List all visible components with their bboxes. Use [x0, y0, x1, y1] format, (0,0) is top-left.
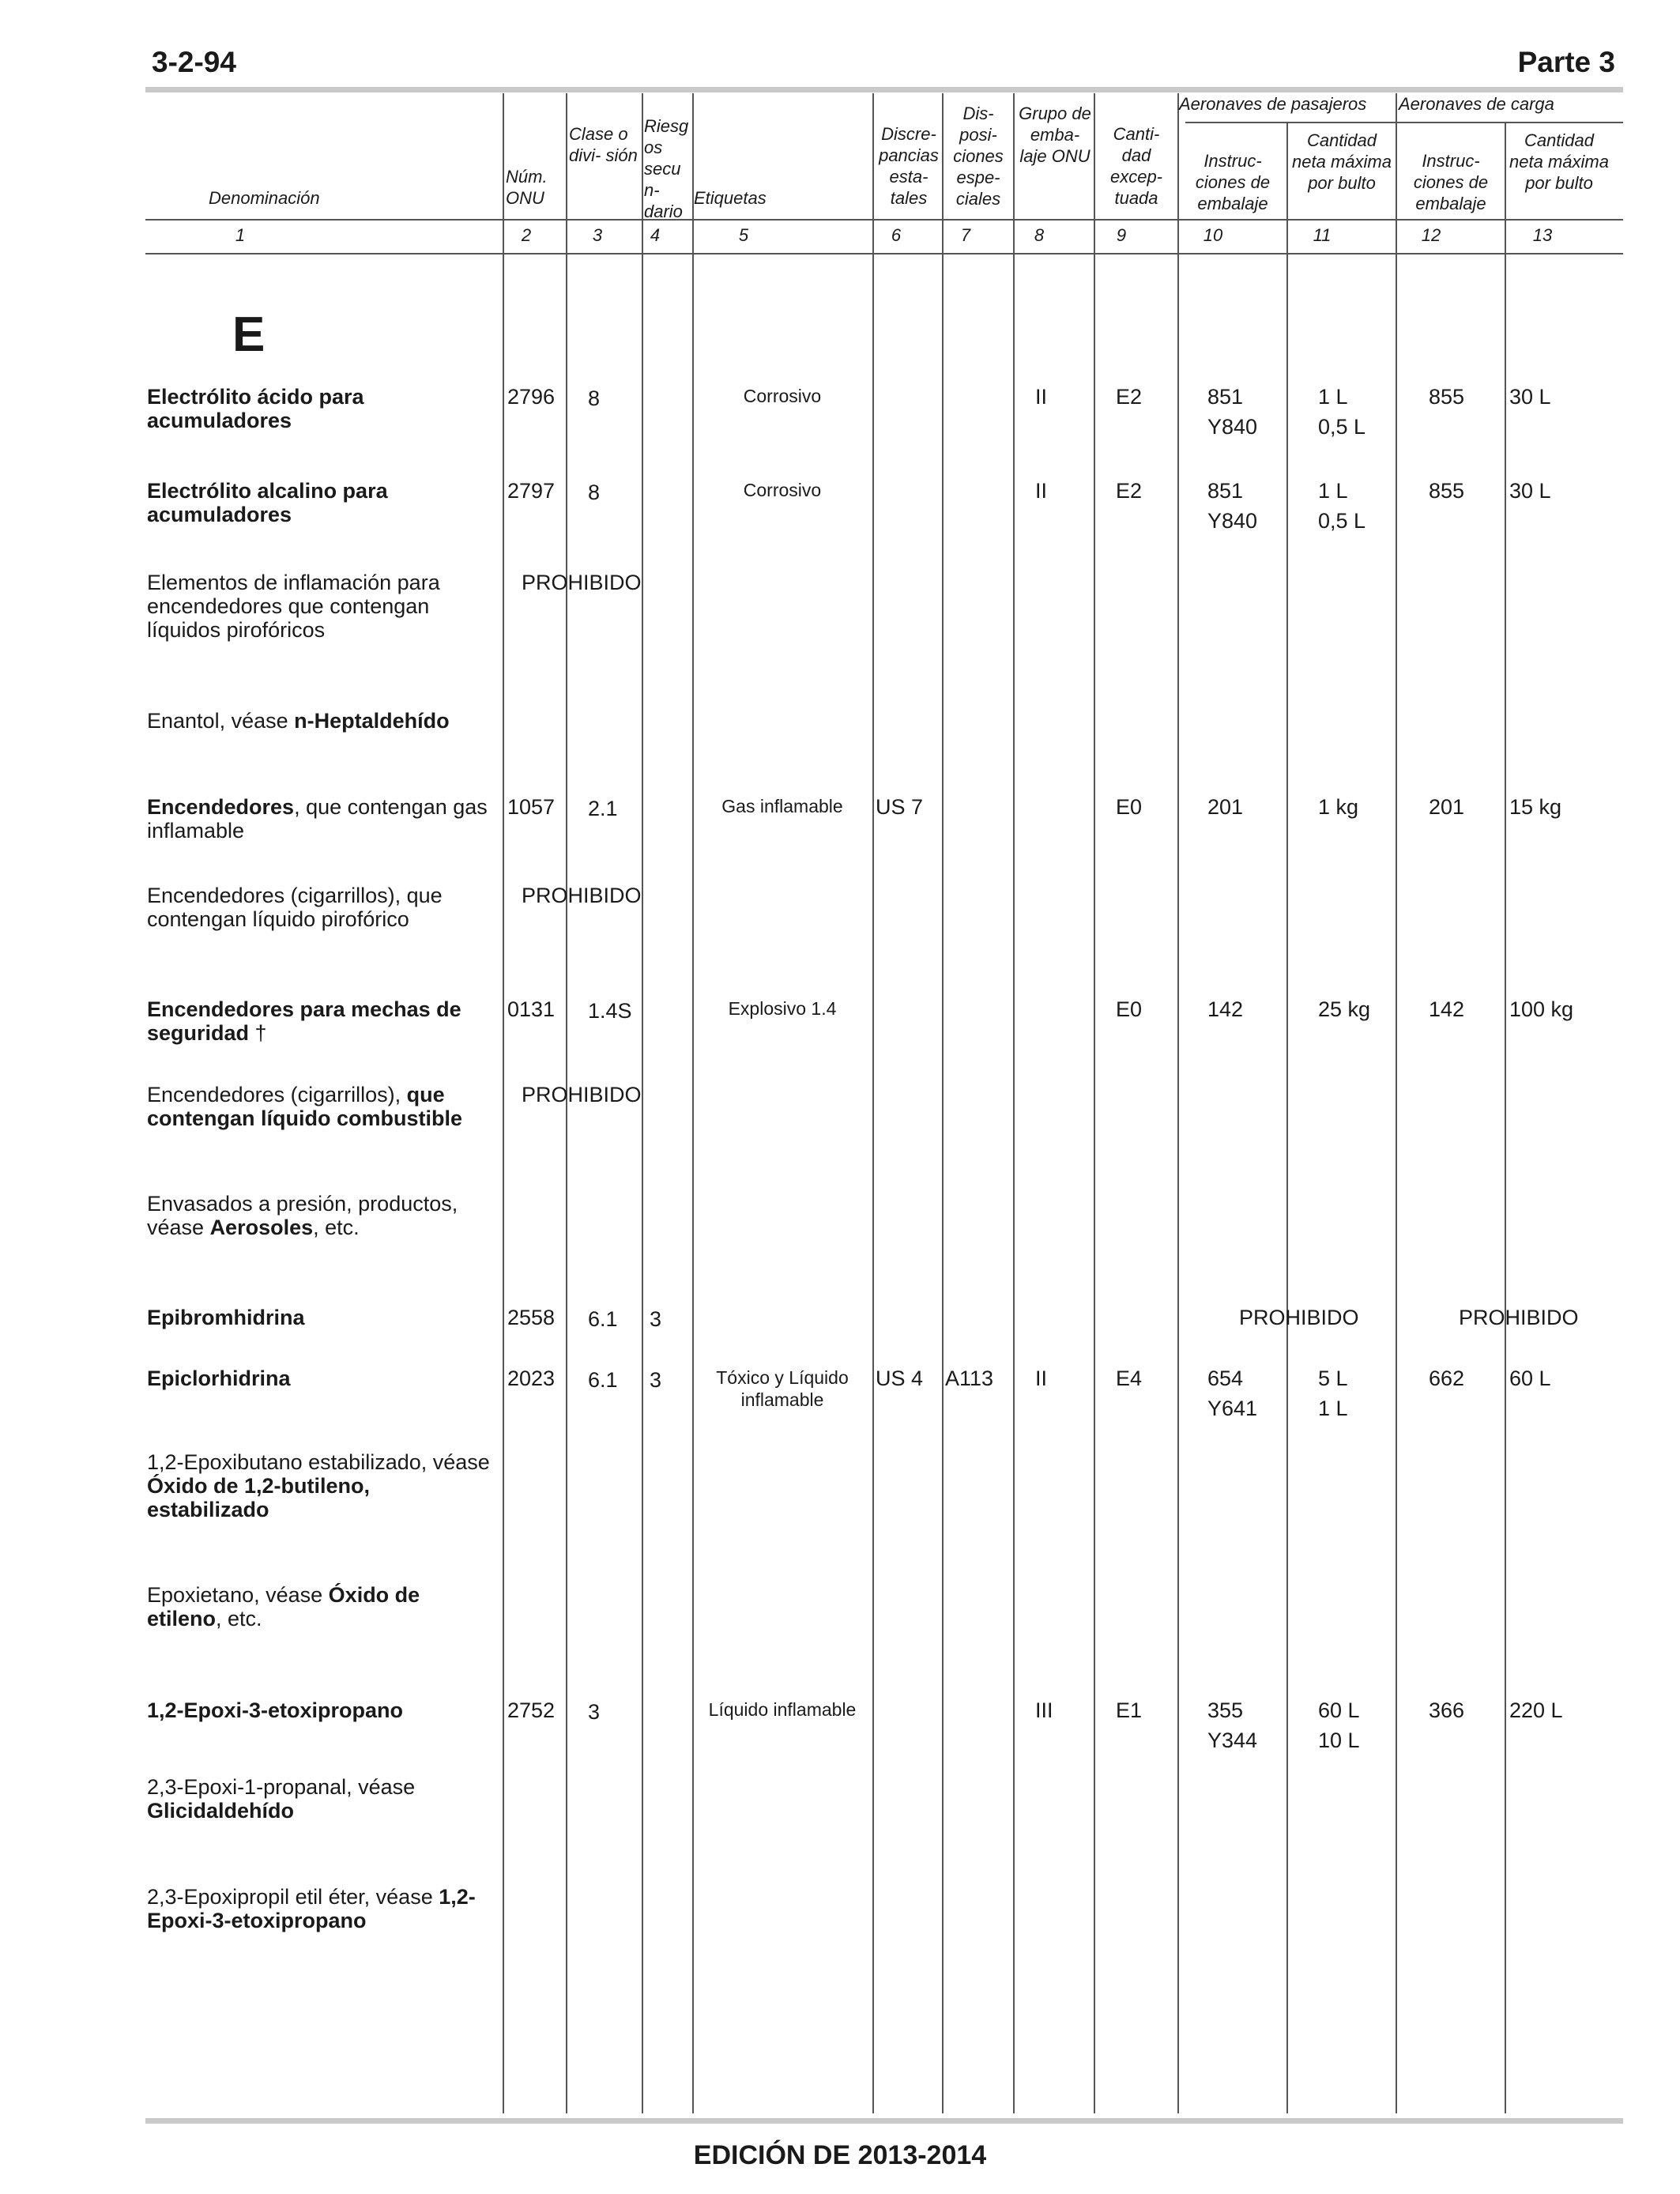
packing-instruction-cargo: 366	[1429, 1698, 1465, 1722]
packing-instruction-cargo: 201	[1429, 795, 1465, 819]
column-number: 12	[1421, 225, 1441, 245]
header-discrepancias: Discre- pancias esta- tales	[879, 124, 939, 208]
header-pasajeros: Aeronaves de pasajeros	[1179, 94, 1367, 114]
entry-name: Encendedores (cigarrillos), que contengan líquido pirofórico	[147, 884, 443, 931]
packing-instruction-passenger-limited: Y344	[1207, 1728, 1258, 1752]
entry-name: Elementos de inflamación para encendedores que contengan líquidos pirofóricos	[147, 571, 440, 642]
col-divider	[1013, 93, 1015, 2113]
un-number: 2023	[507, 1367, 556, 1390]
hazard-label: Corrosivo	[743, 480, 822, 500]
entry-name: Encendedores, que contengan gas inflamable	[147, 795, 488, 843]
prohibido-cargo: PROHIBIDO	[1459, 1306, 1579, 1329]
column-number: 8	[1034, 225, 1045, 245]
max-quantity-passenger: 1 kg	[1318, 795, 1359, 819]
edition-footer: EDICIÓN DE 2013-2014	[693, 2140, 987, 2170]
header-riesgos: Riesg os secu n- dario	[644, 116, 689, 221]
column-number: 11	[1313, 225, 1332, 245]
excepted-quantity: E0	[1116, 997, 1143, 1021]
packing-instruction-cargo: 142	[1429, 997, 1465, 1021]
max-quantity-passenger: 1 L	[1318, 385, 1348, 409]
column-number: 3	[592, 225, 603, 245]
entry-name: Electrólito ácido para acumuladores	[147, 385, 364, 432]
header-rule	[145, 219, 1623, 221]
entry-name: Epoxietano, véase Óxido de etileno, etc.	[147, 1583, 420, 1630]
packing-instruction-passenger-limited: Y840	[1207, 415, 1258, 439]
max-quantity-passenger-limited: 0,5 L	[1318, 509, 1366, 533]
entry-name: Encendedores (cigarrillos), que contengan líquido combustible	[147, 1083, 463, 1130]
packing-instruction-cargo: 855	[1429, 479, 1465, 503]
entry-name: 2,3-Epoxi-1-propanal, véase Glicidaldehído	[147, 1775, 416, 1823]
prohibido-passenger: PROHIBIDO	[1239, 1306, 1359, 1329]
header-clase: Clase o divi- sión	[569, 124, 638, 165]
header-cantidad-pasajeros: Cantidad neta máxima por bulto	[1292, 130, 1392, 193]
header-etiquetas: Etiquetas	[694, 188, 767, 208]
entry-name: Encendedores para mechas de seguridad †	[147, 997, 461, 1045]
entry-name: 1,2-Epoxi-3-etoxipropano	[147, 1698, 404, 1722]
entry-name: Enantol, véase n-Heptaldehído	[147, 709, 450, 733]
prohibido-text: PROHIBIDO	[522, 571, 642, 594]
max-quantity-passenger: 60 L	[1318, 1698, 1360, 1722]
column-number: 4	[650, 225, 661, 245]
excepted-quantity: E1	[1116, 1698, 1143, 1722]
column-number: 5	[738, 225, 749, 245]
entry-name: Epiclorhidrina	[147, 1367, 291, 1390]
un-number: 1057	[507, 795, 556, 819]
class-division: 3	[588, 1700, 601, 1724]
column-number: 1	[235, 225, 246, 245]
entry-name: 1,2-Epoxibutano estabilizado, véase Óxido de 1,2-butileno, estabilizado	[147, 1450, 490, 1521]
entry-name: 2,3-Epoxipropil etil éter, véase 1,2-Epoxi-3-etoxipropano	[147, 1885, 476, 1932]
max-quantity-cargo: 30 L	[1509, 479, 1551, 503]
col-divider	[1286, 122, 1288, 2113]
header-instrucciones-carga: Instruc- ciones de embalaje	[1413, 151, 1489, 213]
packing-instruction-passenger-limited: Y641	[1207, 1397, 1258, 1420]
class-division: 2.1	[588, 797, 618, 820]
column-number: 6	[891, 225, 902, 245]
top-rule	[145, 87, 1623, 92]
packing-group: II	[1035, 385, 1048, 409]
colnum-rule	[145, 253, 1623, 254]
aircraft-group-rule	[1185, 122, 1623, 123]
column-number: 7	[960, 225, 971, 245]
col-divider	[1396, 93, 1397, 2113]
max-quantity-cargo: 15 kg	[1509, 795, 1562, 819]
state-variation: US 4	[876, 1367, 924, 1390]
entry-name: Envasados a presión, productos, véase Aerosoles, etc.	[147, 1192, 458, 1239]
hazard-label: Líquido inflamable	[708, 1699, 857, 1720]
col-divider	[1505, 122, 1506, 2113]
excepted-quantity: E4	[1116, 1367, 1143, 1390]
max-quantity-cargo: 30 L	[1509, 385, 1551, 409]
un-number: 0131	[507, 997, 556, 1021]
col-divider	[872, 93, 874, 2113]
section-letter: E	[232, 307, 266, 362]
hazard-label: Tóxico y Líquido inflamable	[716, 1367, 849, 1410]
packing-group: III	[1035, 1698, 1053, 1722]
col-divider	[642, 93, 643, 2113]
header-cantidad-carga: Cantidad neta máxima por bulto	[1509, 130, 1609, 193]
column-number: 13	[1532, 225, 1553, 245]
bottom-rule	[145, 2118, 1623, 2124]
part-title: Parte 3	[1517, 46, 1615, 78]
entry-name: Epibromhidrina	[147, 1306, 305, 1329]
max-quantity-cargo: 100 kg	[1509, 997, 1574, 1021]
column-number: 10	[1203, 225, 1223, 245]
un-number: 2797	[507, 479, 556, 503]
col-divider	[1094, 93, 1095, 2113]
max-quantity-cargo: 220 L	[1509, 1698, 1563, 1722]
max-quantity-passenger: 5 L	[1318, 1367, 1348, 1390]
column-number: 2	[521, 225, 532, 245]
max-quantity-cargo: 60 L	[1509, 1367, 1551, 1390]
column-number: 9	[1116, 225, 1127, 245]
packing-instruction-cargo: 662	[1429, 1367, 1465, 1390]
excepted-quantity: E0	[1116, 795, 1143, 819]
special-provision: A113	[945, 1367, 994, 1390]
col-divider	[503, 93, 504, 2113]
header-instrucciones-pasajeros: Instruc- ciones de embalaje	[1195, 151, 1271, 213]
prohibido-text: PROHIBIDO	[522, 884, 642, 907]
hazard-label: Explosivo 1.4	[728, 998, 837, 1019]
packing-instruction-passenger: 851	[1207, 479, 1244, 503]
subsidiary-risk: 3	[650, 1307, 662, 1331]
max-quantity-passenger: 1 L	[1318, 479, 1348, 503]
prohibido-text: PROHIBIDO	[522, 1083, 642, 1106]
class-division: 6.1	[588, 1307, 618, 1331]
subsidiary-risk: 3	[650, 1368, 662, 1392]
header-grupo: Grupo de emba- laje ONU	[1019, 104, 1091, 166]
class-division: 6.1	[588, 1368, 618, 1392]
col-divider	[1177, 93, 1179, 2113]
header-cantidad-exceptuada: Canti- dad excep- tuada	[1109, 124, 1163, 208]
max-quantity-passenger-limited: 10 L	[1318, 1728, 1360, 1752]
un-number: 2752	[507, 1698, 556, 1722]
packing-instruction-passenger: 654	[1207, 1367, 1244, 1390]
header-disposiciones: Dis- posi- ciones espe- ciales	[953, 104, 1004, 209]
packing-instruction-passenger: 201	[1207, 795, 1244, 819]
header-carga: Aeronaves de carga	[1399, 94, 1554, 114]
packing-group: II	[1035, 479, 1048, 503]
max-quantity-passenger-limited: 1 L	[1318, 1397, 1348, 1420]
packing-instruction-passenger-limited: Y840	[1207, 509, 1258, 533]
excepted-quantity: E2	[1116, 479, 1143, 503]
excepted-quantity: E2	[1116, 385, 1143, 409]
packing-instruction-passenger: 851	[1207, 385, 1244, 409]
un-number: 2558	[507, 1306, 556, 1329]
hazard-label: Gas inflamable	[721, 796, 843, 816]
hazard-label: Corrosivo	[743, 386, 822, 406]
header-denominacion: Denominación	[209, 188, 320, 208]
packing-instruction-passenger: 355	[1207, 1698, 1244, 1722]
max-quantity-passenger-limited: 0,5 L	[1318, 415, 1366, 439]
packing-group: II	[1035, 1367, 1048, 1390]
un-number: 2796	[507, 385, 556, 409]
packing-instruction-cargo: 855	[1429, 385, 1465, 409]
packing-instruction-passenger: 142	[1207, 997, 1244, 1021]
page-number: 3-2-94	[152, 46, 236, 78]
class-division: 8	[588, 481, 601, 504]
state-variation: US 7	[876, 795, 924, 819]
class-division: 1.4S	[588, 999, 632, 1023]
entry-name: Electrólito alcalino para acumuladores	[147, 479, 388, 526]
max-quantity-passenger: 25 kg	[1318, 997, 1371, 1021]
class-division: 8	[588, 386, 601, 410]
header-num-onu: Núm. ONU	[506, 167, 548, 208]
col-divider	[942, 93, 944, 2113]
